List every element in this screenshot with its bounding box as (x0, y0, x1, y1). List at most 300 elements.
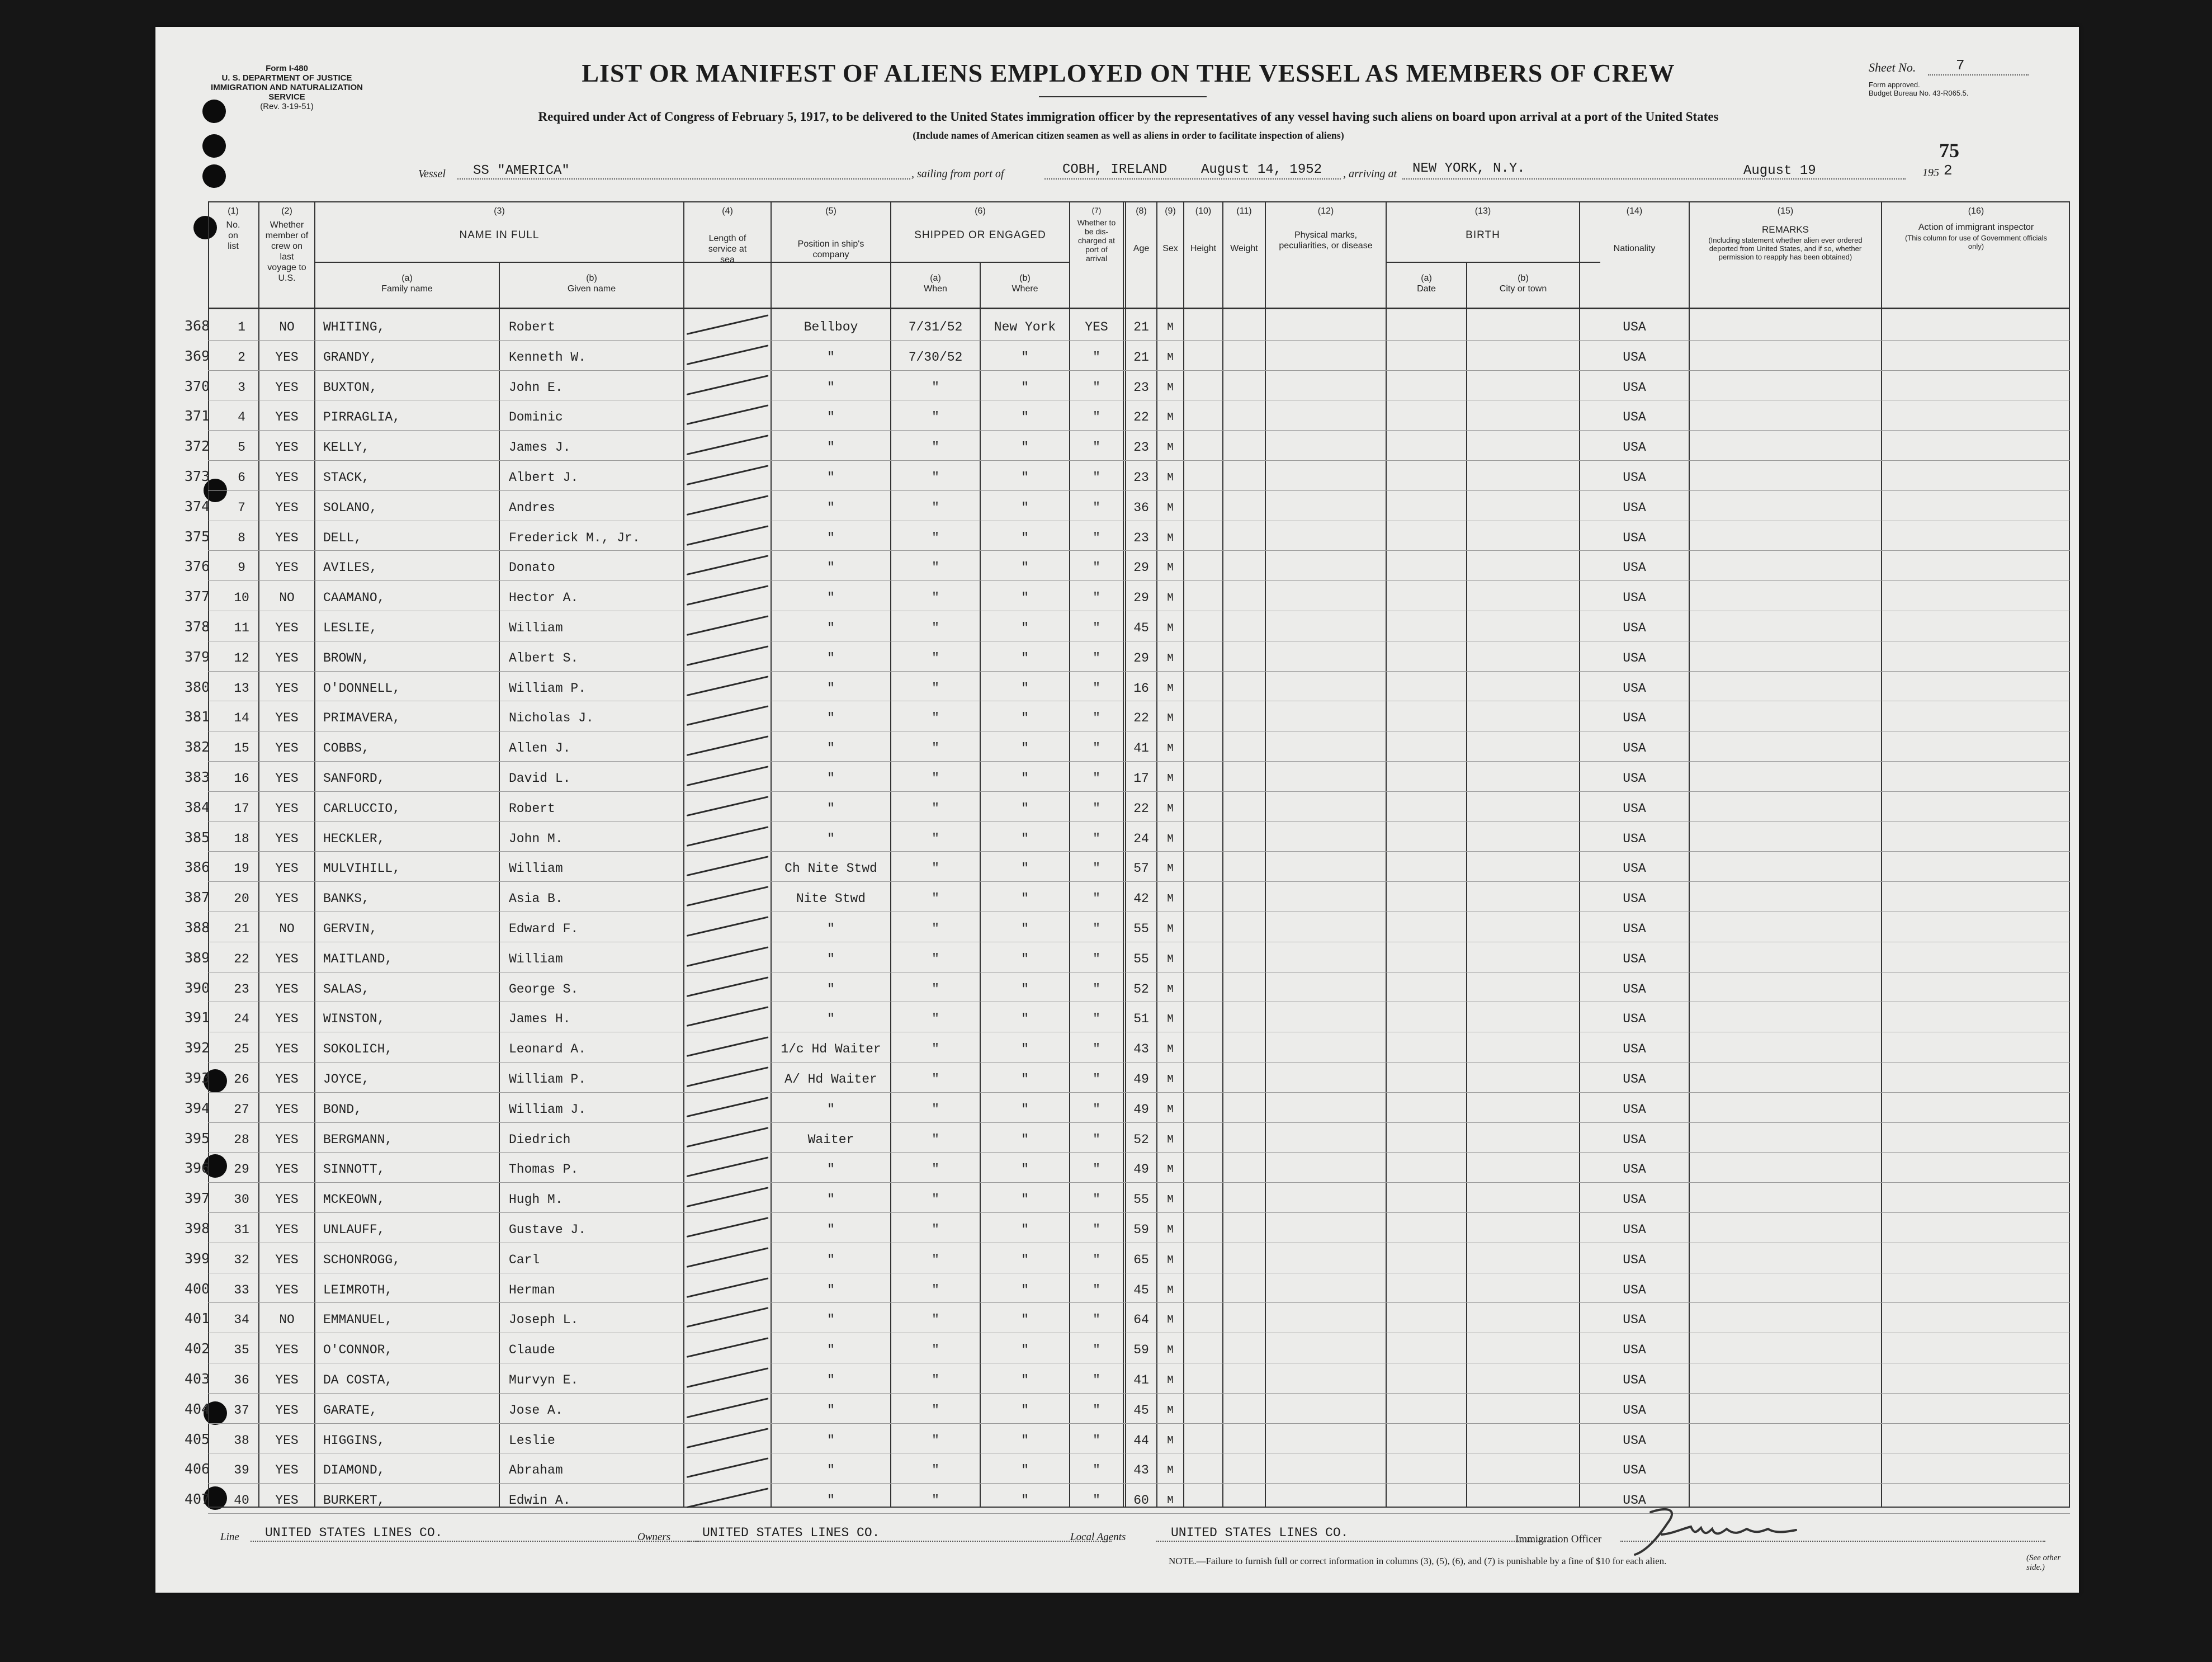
family-name: COBBS, (323, 741, 370, 756)
header-family-name (315, 273, 499, 294)
shipped-where: " (1021, 741, 1029, 756)
sex: M (1167, 1013, 1174, 1026)
margin-line-number: 395 (185, 1130, 210, 1146)
position: " (827, 470, 835, 485)
row-number: 3 (238, 380, 245, 395)
sheet-number: 7 (1956, 57, 1965, 74)
shipped-when: " (932, 861, 939, 876)
sex: M (1167, 531, 1174, 544)
margin-line-number: 399 (185, 1250, 210, 1267)
age: 22 (1133, 410, 1149, 425)
shipped-where: " (1021, 591, 1029, 606)
given-name: Albert S. (509, 650, 579, 665)
sex: M (1167, 1253, 1174, 1266)
prior-voyage: YES (275, 470, 299, 485)
header-when (891, 273, 980, 294)
margin-line-number: 375 (185, 528, 210, 545)
header-name-label: NAME IN FULL (459, 229, 540, 241)
arrival-port: NEW YORK, N.Y. (1412, 161, 1525, 176)
nationality: USA (1623, 1132, 1646, 1147)
header-nationality-label: Nationality (1613, 244, 1656, 253)
header-height (1184, 206, 1222, 254)
family-name: O'DONNELL, (323, 681, 401, 696)
col-sep (1386, 201, 1387, 1508)
margin-line-number: 380 (185, 678, 210, 695)
margin-line-number: 383 (185, 769, 210, 785)
header-last-voyage (259, 206, 314, 284)
col-sep (1579, 201, 1580, 1508)
position: " (827, 1403, 835, 1418)
family-name: LESLIE, (323, 621, 377, 635)
header-last-voyage-num: (2) (281, 206, 292, 216)
shipped-where: " (1021, 410, 1029, 425)
discharged: " (1093, 1012, 1100, 1027)
family-name: SOKOLICH, (323, 1042, 393, 1057)
age: 52 (1133, 1132, 1149, 1147)
shipped-where: " (1021, 621, 1029, 635)
family-name: MULVIHILL, (323, 861, 401, 876)
prior-voyage: NO (279, 922, 295, 936)
margin-line-number: 379 (185, 648, 210, 665)
position: " (827, 711, 835, 726)
header-where-label: Where (1012, 284, 1038, 294)
header-weight-label: Weight (1230, 244, 1258, 253)
required-statement: Required under Act of Congress of February 5, 1917, to be delivered to the United States immigration officer by the representatives of any vessel having such aliens on board upon arrival at a port of the United States (538, 110, 1719, 124)
given-name: Diedrich (509, 1132, 571, 1147)
header-position (772, 206, 890, 260)
shipped-where: " (1021, 831, 1029, 846)
row-number: 26 (234, 1072, 249, 1087)
row-number: 1 (238, 320, 245, 334)
shipped-where: " (1021, 1042, 1029, 1057)
margin-line-number: 374 (185, 498, 210, 514)
shipped-where: " (1021, 440, 1029, 455)
given-name: John E. (509, 380, 563, 395)
col-sep (1881, 201, 1882, 1508)
discharged: " (1093, 650, 1100, 665)
age: 57 (1133, 861, 1149, 876)
sex: M (1167, 501, 1174, 514)
given-name: John M. (509, 831, 563, 846)
col-sep (1123, 201, 1124, 1508)
sex: M (1167, 923, 1174, 935)
row-number: 8 (238, 530, 245, 545)
age: 65 (1133, 1252, 1149, 1267)
prior-voyage: YES (275, 1012, 299, 1027)
shipped-when: " (932, 1102, 939, 1117)
family-name: MCKEOWN, (323, 1192, 385, 1207)
margin-line-number: 385 (185, 829, 210, 846)
header-birth-num: (13) (1474, 206, 1491, 216)
discharged: " (1093, 1343, 1100, 1358)
margin-line-number: 381 (185, 709, 210, 725)
discharged: " (1093, 1282, 1100, 1297)
footer-agents-value: UNITED STATES LINES CO. (1171, 1526, 1349, 1540)
row-number: 22 (234, 951, 249, 966)
header-physical (1266, 206, 1386, 251)
col-sep (1183, 201, 1184, 1508)
position: " (827, 922, 835, 936)
position: " (827, 380, 835, 395)
age: 36 (1133, 500, 1149, 515)
row-rule (208, 1062, 2070, 1063)
shipped-where: " (1021, 1012, 1029, 1027)
prior-voyage: YES (275, 1282, 299, 1297)
row-number: 36 (234, 1373, 249, 1387)
header-shipped-num: (6) (975, 206, 986, 216)
shipped-where: " (1021, 1463, 1029, 1478)
prior-voyage: YES (275, 771, 299, 786)
prior-voyage: YES (275, 1493, 299, 1508)
header-remarks (1690, 206, 1881, 261)
given-name: William P. (509, 1072, 587, 1087)
family-name: STACK, (323, 470, 370, 485)
row-rule (208, 1122, 2070, 1123)
row-rule (208, 791, 2070, 792)
shipped-when: " (932, 530, 939, 545)
punch-hole (202, 134, 226, 158)
row-number: 19 (234, 861, 249, 876)
shipped-when: " (932, 500, 939, 515)
shipped-when: " (932, 560, 939, 575)
given-name: William J. (509, 1102, 587, 1117)
position: " (827, 650, 835, 665)
header-birth-date-label: Date (1417, 284, 1436, 294)
row-number: 14 (234, 711, 249, 726)
position: " (827, 1343, 835, 1358)
nationality: USA (1623, 1012, 1646, 1027)
prior-voyage: YES (275, 801, 299, 816)
shipped-when: " (932, 1373, 939, 1387)
row-number: 39 (234, 1463, 249, 1478)
row-number: 13 (234, 681, 249, 696)
position: " (827, 1162, 835, 1177)
discharged: " (1093, 1252, 1100, 1267)
position: " (827, 410, 835, 425)
footer-line-rule (250, 1540, 703, 1542)
age: 22 (1133, 801, 1149, 816)
shipped-where: " (1021, 560, 1029, 575)
prior-voyage: YES (275, 891, 299, 906)
sex: M (1167, 651, 1174, 664)
nationality: USA (1623, 350, 1646, 365)
given-name: Andres (509, 500, 555, 515)
prior-voyage: YES (275, 1222, 299, 1237)
age: 22 (1133, 711, 1149, 726)
sex: M (1167, 1163, 1174, 1176)
shipped-where: " (1021, 380, 1029, 395)
discharged: " (1093, 831, 1100, 846)
shipped-where: " (1021, 861, 1029, 876)
discharged: " (1093, 500, 1100, 515)
position: " (827, 951, 835, 966)
sheet-label: Sheet No. (1869, 60, 1916, 74)
header-given-label: Given name (567, 284, 616, 294)
position: " (827, 1252, 835, 1267)
age: 44 (1133, 1433, 1149, 1448)
given-name: Nicholas J. (509, 711, 594, 726)
header-birth-city-label: City or town (1499, 284, 1547, 294)
nationality: USA (1623, 861, 1646, 876)
shipped-when: " (932, 470, 939, 485)
form-number: Form I-480 (266, 64, 308, 73)
header-sex-label: Sex (1162, 244, 1178, 253)
nationality: USA (1623, 801, 1646, 816)
shipped-when: " (932, 1192, 939, 1207)
age: 23 (1133, 440, 1149, 455)
given-name: Albert J. (509, 470, 579, 485)
shipped-where: " (1021, 1493, 1029, 1508)
row-number: 32 (234, 1252, 249, 1267)
row-number: 11 (234, 621, 249, 635)
prior-voyage: YES (275, 621, 299, 635)
shipped-when: " (932, 951, 939, 966)
year-prefix: 195 (1922, 167, 1939, 179)
discharged: " (1093, 1132, 1100, 1147)
given-name: William (509, 861, 563, 876)
position: " (827, 591, 835, 606)
row-rule (208, 490, 2070, 491)
shipped-when: " (932, 1343, 939, 1358)
nationality: USA (1623, 741, 1646, 756)
age: 21 (1133, 350, 1149, 365)
position: " (827, 981, 835, 997)
nationality: USA (1623, 560, 1646, 575)
header-weight-num: (11) (1236, 206, 1252, 216)
age: 21 (1133, 320, 1149, 334)
footer-owners-rule (687, 1540, 1112, 1542)
row-number: 7 (238, 500, 245, 515)
row-number: 37 (234, 1403, 249, 1418)
nationality: USA (1623, 1463, 1646, 1478)
header-no (208, 206, 258, 252)
prior-voyage: YES (275, 711, 299, 726)
age: 17 (1133, 771, 1149, 786)
given-name: William (509, 951, 563, 966)
vessel-field-line (457, 178, 910, 180)
position: Bellboy (803, 320, 858, 334)
shipped-when: " (932, 1162, 939, 1177)
margin-line-number: 377 (185, 588, 210, 605)
family-name: KELLY, (323, 440, 370, 455)
nationality: USA (1623, 1102, 1646, 1117)
sex: M (1167, 952, 1174, 965)
shipped-where: " (1021, 1252, 1029, 1267)
header-nationality-num: (14) (1626, 206, 1643, 216)
age: 29 (1133, 591, 1149, 606)
col-sep (1156, 201, 1157, 1508)
position: " (827, 1222, 835, 1237)
nationality: USA (1623, 1072, 1646, 1087)
form-approval (1869, 81, 1969, 97)
family-name: MAITLAND, (323, 951, 393, 966)
header-sex (1157, 206, 1183, 254)
shipped-where: " (1021, 1162, 1029, 1177)
family-name: DELL, (323, 530, 362, 545)
discharged: " (1093, 1222, 1100, 1237)
given-name: Leonard A. (509, 1042, 587, 1057)
family-name: BERGMANN, (323, 1132, 393, 1147)
margin-line-number: 372 (185, 438, 210, 455)
given-name: David L. (509, 771, 571, 786)
sex: M (1167, 561, 1174, 574)
age: 45 (1133, 621, 1149, 635)
row-number: 35 (234, 1343, 249, 1358)
family-name: BANKS, (323, 891, 370, 906)
row-number: 38 (234, 1433, 249, 1448)
shipped-when: " (932, 621, 939, 635)
col-sep (890, 201, 891, 1508)
header-discharged-num: (7) (1091, 206, 1102, 215)
sex: M (1167, 832, 1174, 845)
margin-line-number: 373 (185, 468, 210, 484)
footer-line-value: UNITED STATES LINES CO. (265, 1526, 443, 1540)
age: 55 (1133, 951, 1149, 966)
age: 60 (1133, 1493, 1149, 1508)
shipped-where: " (1021, 711, 1029, 726)
discharged: " (1093, 861, 1100, 876)
family-name: JOYCE, (323, 1072, 370, 1087)
family-name: EMMANUEL, (323, 1312, 393, 1328)
vessel-name: SS "AMERICA" (473, 163, 570, 178)
position: " (827, 1282, 835, 1297)
prior-voyage: YES (275, 981, 299, 997)
margin-line-number: 388 (185, 919, 210, 936)
prior-voyage: YES (275, 380, 299, 395)
given-name: Edwin A. (509, 1493, 571, 1508)
shipped-where: " (1021, 981, 1029, 997)
header-birth-label: BIRTH (1466, 229, 1500, 241)
discharged: " (1093, 1192, 1100, 1207)
sex: M (1167, 1103, 1174, 1116)
discharged: " (1093, 560, 1100, 575)
position: 1/c Hd Waiter (781, 1042, 881, 1057)
header-rule (208, 308, 2070, 309)
sex: M (1167, 742, 1174, 755)
nationality: USA (1623, 711, 1646, 726)
row-number: 20 (234, 891, 249, 906)
row-number: 29 (234, 1162, 249, 1177)
shipped-when: " (932, 1132, 939, 1147)
prior-voyage: YES (275, 681, 299, 696)
margin-line-number: 405 (185, 1430, 210, 1447)
prior-voyage: YES (275, 1373, 299, 1387)
discharged: " (1093, 530, 1100, 545)
header-no-label: No. on list (226, 220, 240, 251)
family-name: CARLUCCIO, (323, 801, 401, 816)
header-nationality (1580, 206, 1689, 254)
birth-subheader-rule (1386, 262, 1600, 263)
row-rule (208, 460, 2070, 461)
row-rule (208, 1152, 2070, 1153)
row-number: 28 (234, 1132, 249, 1147)
header-where-num: (b) (1019, 273, 1031, 283)
row-number: 9 (238, 560, 245, 575)
nationality: USA (1623, 1252, 1646, 1267)
position: " (827, 1102, 835, 1117)
given-name: Edward F. (509, 922, 579, 936)
age: 59 (1133, 1222, 1149, 1237)
row-number: 5 (238, 440, 245, 455)
row-rule (208, 1092, 2070, 1093)
margin-line-number: 371 (185, 408, 210, 424)
shipped-where: " (1021, 500, 1029, 515)
header-remarks-note: (Including statement whether alien ever ordered deported from United States, and if so, whether permission to reapply has been obtained) (1708, 236, 1863, 261)
header-physical-label: Physical marks, peculiarities, or disease (1279, 230, 1373, 251)
sex: M (1167, 1133, 1174, 1146)
footer-agents-label: Local Agents (1070, 1531, 1126, 1543)
sailing-label: , sailing from port of (911, 168, 1004, 180)
header-position-label: Position in ship's company (797, 239, 864, 259)
discharged: YES (1085, 320, 1108, 334)
prior-voyage: YES (275, 1132, 299, 1147)
shipped-when: " (932, 1433, 939, 1448)
sex: M (1167, 1464, 1174, 1477)
margin-line-number: 406 (185, 1461, 210, 1477)
age: 23 (1133, 470, 1149, 485)
row-rule (208, 340, 2070, 341)
row-rule (208, 671, 2070, 672)
budget-text: Budget Bureau No. 43-R065.5. (1869, 89, 1969, 97)
sex: M (1167, 351, 1174, 363)
prior-voyage: YES (275, 1072, 299, 1087)
col-sep (771, 201, 772, 1508)
sex: M (1167, 1193, 1174, 1206)
row-rule (208, 430, 2070, 431)
nationality: USA (1623, 320, 1646, 334)
age: 45 (1133, 1403, 1149, 1418)
header-age-label: Age (1133, 244, 1150, 253)
prior-voyage: YES (275, 440, 299, 455)
sheet-number-line (1928, 74, 2029, 75)
given-name: Herman (509, 1282, 555, 1297)
given-name: Jose A. (509, 1403, 563, 1418)
position: " (827, 1463, 835, 1478)
discharged: " (1093, 771, 1100, 786)
family-name: HECKLER, (323, 831, 385, 846)
header-when-label: When (924, 284, 947, 294)
age: 23 (1133, 380, 1149, 395)
discharged: " (1093, 741, 1100, 756)
margin-line-number: 398 (185, 1220, 210, 1236)
age: 42 (1133, 891, 1149, 906)
position: A/ Hd Waiter (784, 1072, 877, 1087)
age: 52 (1133, 981, 1149, 997)
nationality: USA (1623, 1192, 1646, 1207)
arrival-date: August 19 (1743, 163, 1816, 178)
header-action-note: (This column for use of Government officials only) (1904, 234, 2048, 251)
age: 49 (1133, 1102, 1149, 1117)
header-birth-date (1387, 273, 1466, 294)
nationality: USA (1623, 1493, 1646, 1508)
shipped-when: " (932, 981, 939, 997)
family-name: SALAS, (323, 981, 370, 997)
footer-note: NOTE.—Failure to furnish full or correct information in columns (3), (5), (6), and (7) is punishable by a fine of $10 for each alien. (1169, 1556, 1667, 1566)
margin-line-number: 393 (185, 1070, 210, 1086)
family-name: WHITING, (323, 320, 385, 334)
shipped-when: " (932, 1012, 939, 1027)
margin-line-number: 387 (185, 889, 210, 906)
given-name: James H. (509, 1012, 571, 1027)
header-birth (1387, 206, 1579, 240)
discharged: " (1093, 951, 1100, 966)
given-name: Carl (509, 1252, 540, 1267)
position: " (827, 771, 835, 786)
row-number: 6 (238, 470, 245, 485)
row-rule (208, 881, 2070, 882)
header-physical-num: (12) (1317, 206, 1334, 216)
col-sep (1069, 201, 1070, 1508)
